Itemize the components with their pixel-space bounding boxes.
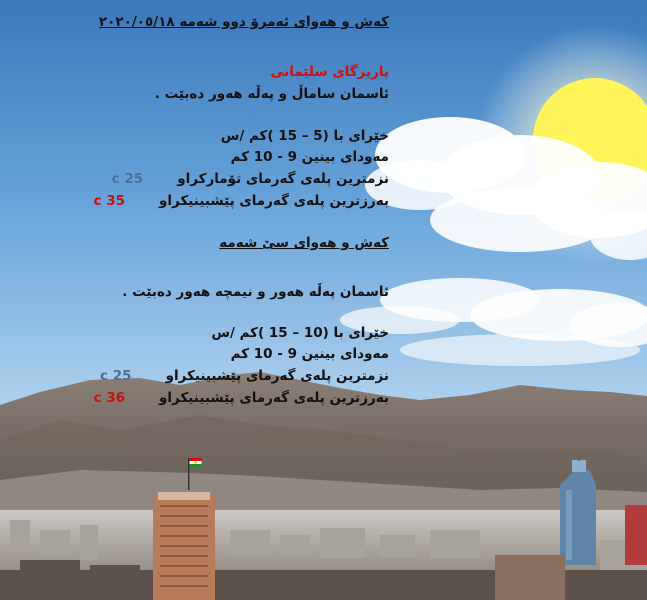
day1-low-label: نزمترین پلەی گەرمای تۆمارکراو bbox=[177, 171, 389, 187]
day1-high-value: 35 c bbox=[93, 193, 126, 209]
day1-region: پاریزگای سلێمانی bbox=[270, 64, 389, 80]
day1-sky: ئاسمان ساماڵ و پەڵە هەور دەبێت . bbox=[154, 86, 389, 102]
day2-sky: ئاسمان پەڵە هەور و نیمچە هەور دەبێت . bbox=[122, 284, 389, 300]
day2-header: کەش و هەوای سێ شەمە bbox=[219, 235, 389, 251]
day1-high-row bbox=[94, 192, 389, 210]
day1-high-label: بەرزترین پلەی گەرمای پێشبینیکراو bbox=[159, 193, 389, 209]
day1-header: كەش و هەوای ئەمرۆ دوو شەمە ٢٠٢٠/٠٥/١٨ bbox=[98, 14, 389, 30]
day2-low-label: نزمترین پلەی گەرمای پێشبینیکراو bbox=[165, 368, 389, 384]
day1-low-row bbox=[112, 170, 389, 188]
day2-high-value: 36 c bbox=[93, 390, 126, 406]
day2-high-label: بەرزترین پلەی گەرمای پێشبینیکراو bbox=[159, 390, 389, 406]
day2-low-row bbox=[100, 367, 389, 385]
day2-visibility: مەودای بینین 9 - 10 کم bbox=[230, 346, 389, 362]
day2-high-row bbox=[94, 389, 389, 407]
day1-visibility: مەودای بینین 9 - 10 کم bbox=[230, 149, 389, 165]
day1-wind: خێرای با (5 – 15 )کم /س bbox=[220, 128, 389, 144]
day1-low-value: 25 c bbox=[111, 171, 144, 187]
day2-wind: خێرای با (10 – 15 )کم /س bbox=[211, 325, 389, 341]
day2-low-value: 25 c bbox=[100, 368, 132, 384]
